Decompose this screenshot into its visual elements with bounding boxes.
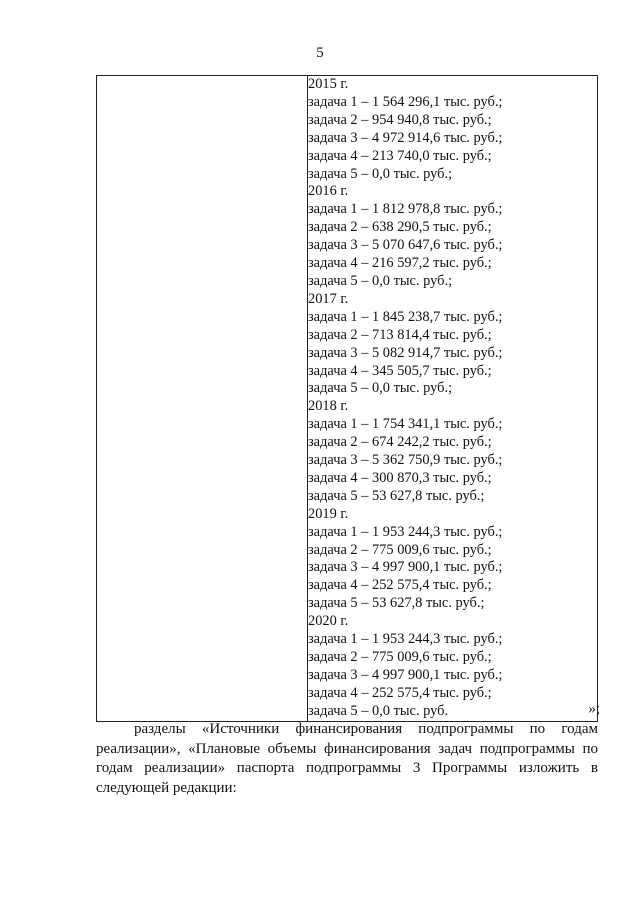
task-funding-line: задача 5 – 53 627,8 тыс. руб.; (308, 487, 485, 504)
task-funding-line: задача 1 – 1 845 238,7 тыс. руб.; (308, 308, 503, 325)
year-label: 2018 г. (308, 398, 349, 415)
task-funding-line: задача 4 – 216 597,2 тыс. руб.; (308, 255, 492, 272)
task-funding-line: задача 3 – 5 082 914,7 тыс. руб.; (308, 344, 503, 361)
task-funding-line: задача 3 – 5 362 750,9 тыс. руб.; (308, 452, 503, 469)
task-funding-line: задача 3 – 4 997 900,1 тыс. руб.; (308, 666, 503, 683)
task-funding-line: задача 2 – 775 009,6 тыс. руб.; (308, 649, 492, 665)
amendment-paragraph: разделы «Источники финансирования подпрограммы по годам реализации», «Плановые объемы финансирования задач подпрограммы по годам реализации» паспорта подпрограммы 3 Программы изложить в следующей редакции: (96, 721, 598, 796)
task-funding-line: задача 4 – 300 870,3 тыс. руб.; (308, 469, 492, 486)
task-funding-line: задача 2 – 713 814,4 тыс. руб.; (308, 326, 492, 343)
task-funding-line: задача 4 – 345 505,7 тыс. руб.; (308, 362, 492, 379)
task-funding-line: задача 1 – 1 812 978,8 тыс. руб.; (308, 201, 503, 218)
task-funding-line: задача 4 – 252 575,4 тыс. руб.; (308, 684, 492, 701)
year-label: 2017 г. (308, 290, 349, 307)
task-funding-line: задача 2 – 638 290,5 тыс. руб.; (308, 219, 492, 236)
closing-quote-mark: »; (588, 701, 600, 717)
year-label: 2019 г. (308, 505, 349, 522)
task-funding-line: задача 1 – 1 953 244,3 тыс. руб.; (308, 631, 503, 648)
task-funding-line: задача 2 – 954 940,8 тыс. руб.; (308, 111, 492, 128)
table-right-cell (308, 76, 598, 722)
task-funding-line: задача 3 – 5 070 647,6 тыс. руб.; (308, 237, 503, 254)
year-label: 2015 г. (308, 76, 349, 92)
task-funding-line: задача 2 – 775 009,6 тыс. руб.; (308, 541, 492, 558)
task-funding-line: задача 1 – 1 754 341,1 тыс. руб.; (308, 416, 503, 433)
task-funding-line: задача 2 – 674 242,2 тыс. руб.; (308, 434, 492, 451)
page-number: 5 (316, 45, 324, 61)
funding-table (96, 75, 598, 722)
task-funding-line: задача 3 – 4 972 914,6 тыс. руб.; (308, 129, 503, 146)
task-funding-line: задача 5 – 0,0 тыс. руб.; (308, 272, 453, 289)
task-funding-line: задача 5 – 0,0 тыс. руб. (308, 702, 449, 719)
task-funding-line: задача 5 – 53 627,8 тыс. руб.; (308, 595, 485, 612)
task-funding-line: задача 4 – 252 575,4 тыс. руб.; (308, 577, 492, 594)
table-left-cell (97, 76, 308, 722)
task-funding-line: задача 1 – 1 564 296,1 тыс. руб.; (308, 93, 503, 110)
task-funding-line: задача 5 – 0,0 тыс. руб.; (308, 165, 453, 182)
table-row (97, 76, 598, 722)
task-funding-line: задача 4 – 213 740,0 тыс. руб.; (308, 147, 492, 164)
funding-by-year-list (308, 76, 597, 721)
task-funding-line: задача 1 – 1 953 244,3 тыс. руб.; (308, 523, 503, 540)
task-funding-line: задача 3 – 4 997 900,1 тыс. руб.; (308, 559, 503, 576)
year-label: 2016 г. (308, 183, 349, 200)
task-funding-line: задача 5 – 0,0 тыс. руб.; (308, 380, 453, 397)
year-label: 2020 г. (308, 613, 349, 630)
